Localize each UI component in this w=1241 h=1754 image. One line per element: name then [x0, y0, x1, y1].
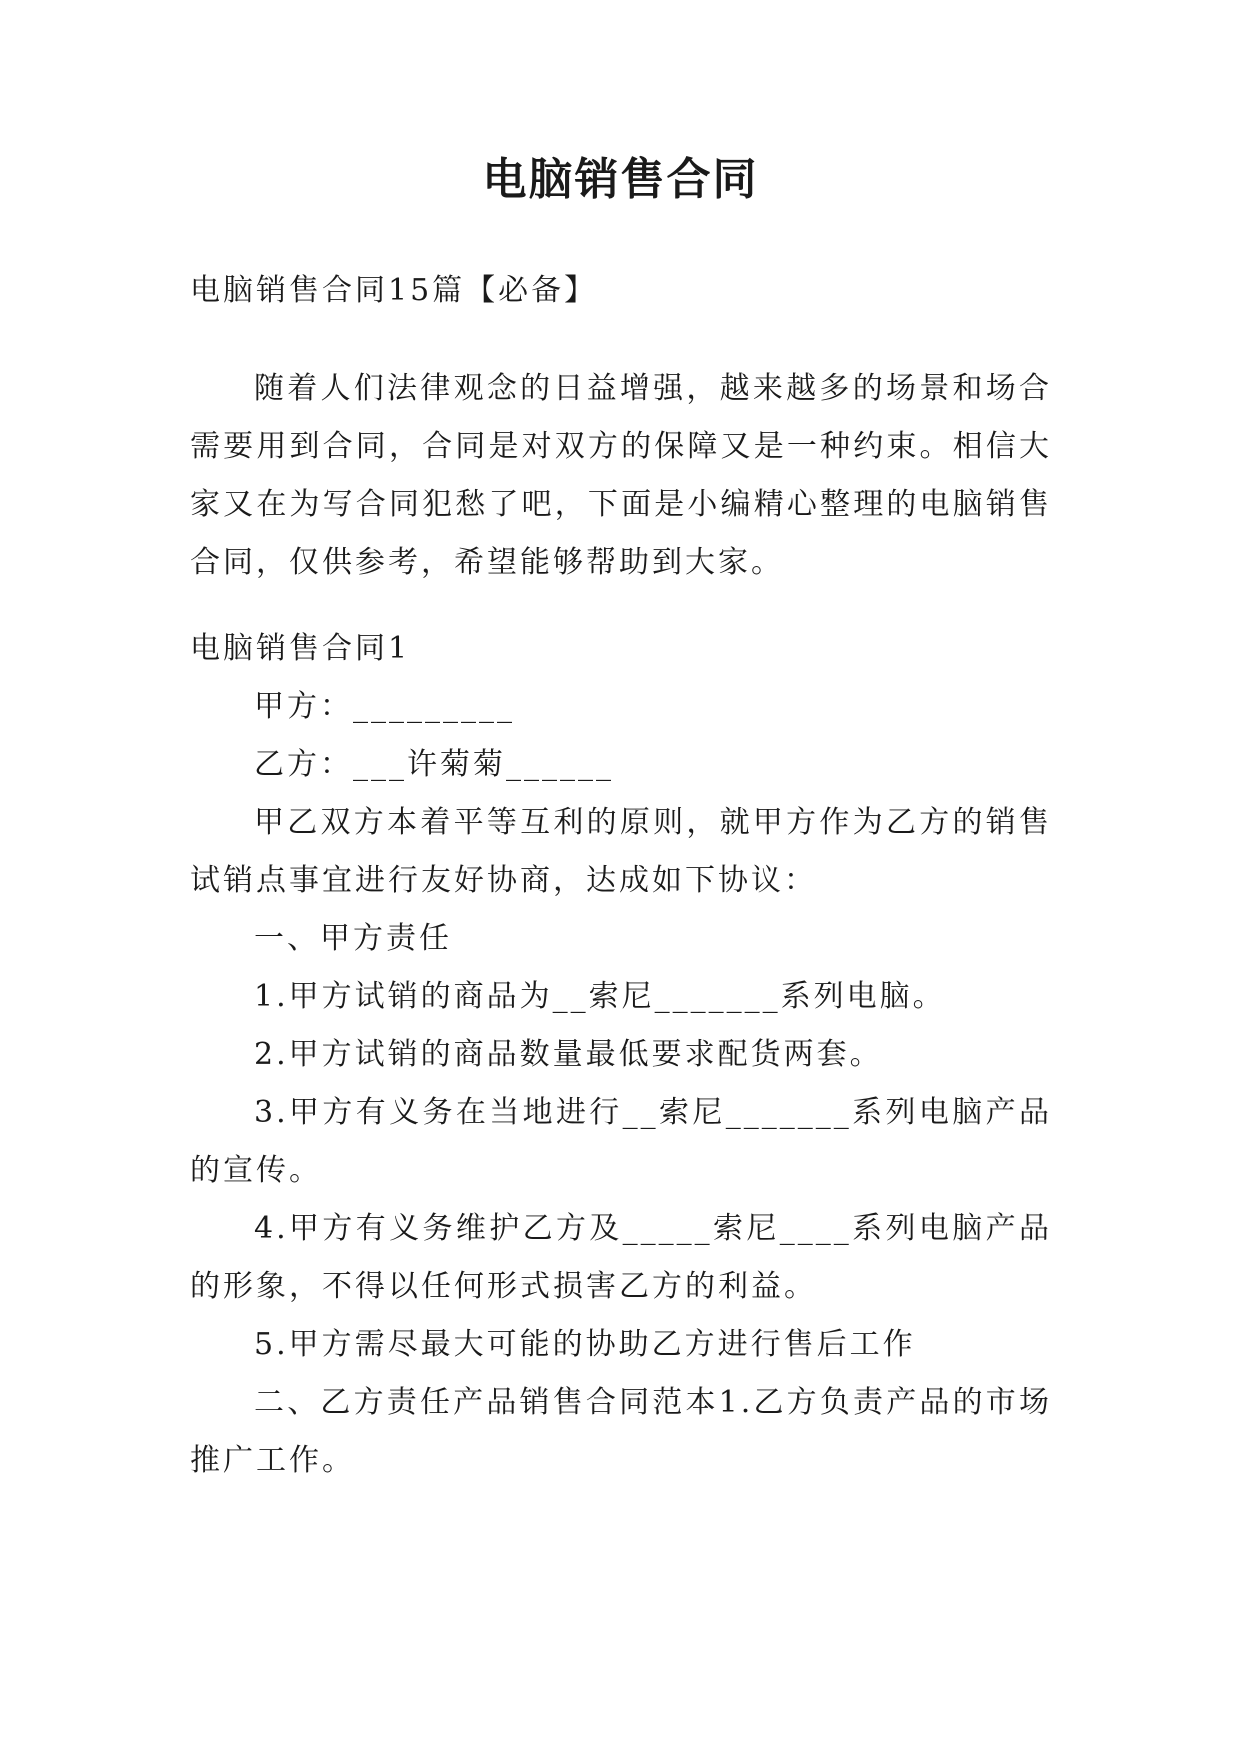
- clause-item: 2.甲方试销的商品数量最低要求配货两套。: [254, 1037, 883, 1072]
- party-a-line: 甲方：_________: [254, 689, 515, 724]
- clause-item: 1.甲方试销的商品为__索尼_______系列电脑。: [254, 979, 946, 1014]
- clause-item: 5.甲方需尽最大可能的协助乙方进行售后工作: [254, 1327, 916, 1362]
- party-b-line: 乙方：___许菊菊______: [254, 747, 614, 782]
- clause-one-heading: 一、甲方责任: [254, 921, 452, 956]
- clause-item: 3.甲方有义务在当地进行__索尼_______系列电脑产品的宣传。: [190, 1095, 1052, 1188]
- clause-two-paragraph: 二、乙方责任产品销售合同范本1.乙方负责产品的市场推广工作。: [190, 1385, 1052, 1478]
- section-heading: 电脑销售合同1: [190, 631, 411, 666]
- document-title: 电脑销售合同: [482, 154, 759, 205]
- intro-paragraph: 随着人们法律观念的日益增强，越来越多的场景和场合需要用到合同，合同是对双方的保障又是一种约束。相信大家又在为写合同犯愁了吧，下面是小编精心整理的电脑销售合同，仅供参考，希望能够帮助到大家。: [190, 371, 1052, 580]
- preamble-paragraph: 甲乙双方本着平等互利的原则，就甲方作为乙方的销售试销点事宜进行友好协商，达成如下协议：: [190, 805, 1052, 898]
- clause-item: 4.甲方有义务维护乙方及_____索尼____系列电脑产品的形象，不得以任何形式损害乙方的利益。: [190, 1211, 1052, 1304]
- contract-body: [190, 620, 1052, 1490]
- intro-block: [190, 360, 1052, 592]
- document-subtitle: 电脑销售合同15篇【必备】: [190, 273, 598, 308]
- subtitle-block: [190, 262, 1052, 320]
